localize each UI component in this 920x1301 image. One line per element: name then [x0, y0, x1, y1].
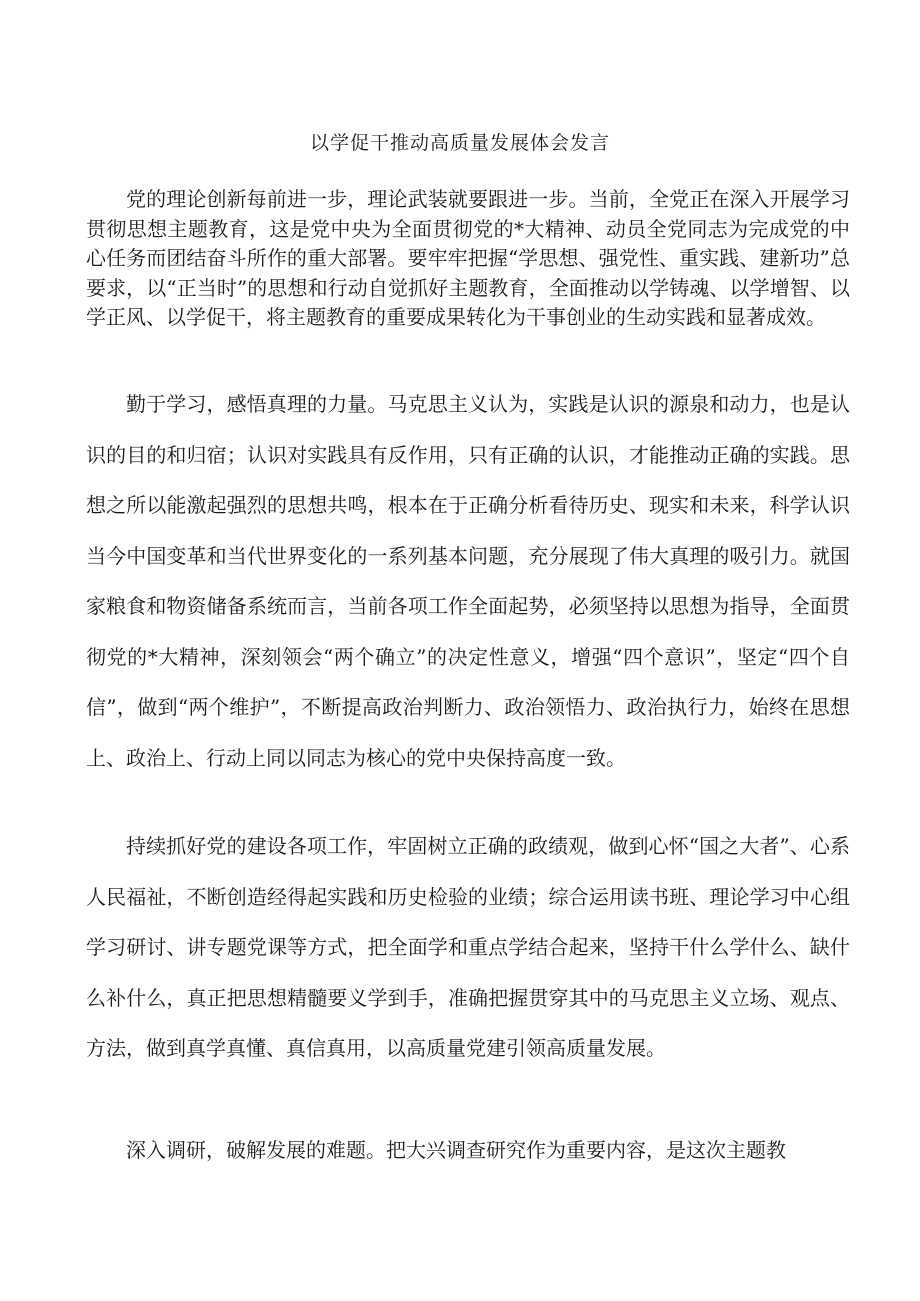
paragraph-research: 深入调研，破解发展的难题。把大兴调查研究作为重要内容，是这次主题教	[126, 1138, 786, 1162]
document-title: 以学促干推动高质量发展体会发言	[309, 132, 610, 154]
paragraph-intro: 党的理论创新每前进一步，理论武装就要跟进一步。当前，全党正在深入开展学习贯彻思想主题教育，这是党中央为全面贯彻党的*大精神、动员全党同志为完成党的中心任务而团结奋斗所作的重大部署。要牢牢把握“学思想、强党性、重实践、建新功”总要求，以“正当时”的思想和行动自觉抓好主题教育，全面推动以学铸魂、以学增智、以学正风、以学促干，将主题教育的重要成果转化为干事创业的生动实践和显著成效。	[86, 187, 850, 329]
paragraph-study: 勤于学习，感悟真理的力量。马克思主义认为，实践是认识的源泉和动力，也是认识的目的和归宿；认识对实践具有反作用，只有正确的认识，才能推动正确的实践。思想之所以能激起强烈的思想共鸣，根本在于正确分析看待历史、现实和未来，科学认识当今中国变革和当代世界变化的一系列基本问题，充分展现了伟大真理的吸引力。就国家粮食和物资储备系统而言，当前各项工作全面起势，必须坚持以思想为指导，全面贯彻党的*大精神，深刻领会“两个确立”的决定性意义，增强“四个意识”，坚定“四个自信”，做到“两个维护”，不断提高政治判断力、政治领悟力、政治执行力，始终在思想上、政治上、行动上同以同志为核心的党中央保持高度一致。	[86, 392, 850, 770]
paragraph-party-building: 持续抓好党的建设各项工作，牢固树立正确的政绩观，做到心怀“国之大者”、心系人民福祉，不断创造经得起实践和历史检验的业绩；综合运用读书班、理论学习中心组学习研讨、讲专题党课等方式，把全面学和重点学结合起来，坚持干什么学什么、缺什么补什么，真正把思想精髓要义学到手，准确把握贯穿其中的马克思主义立场、观点、方法，做到真学真懂、真信真用，以高质量党建引领高质量发展。	[86, 834, 850, 1060]
